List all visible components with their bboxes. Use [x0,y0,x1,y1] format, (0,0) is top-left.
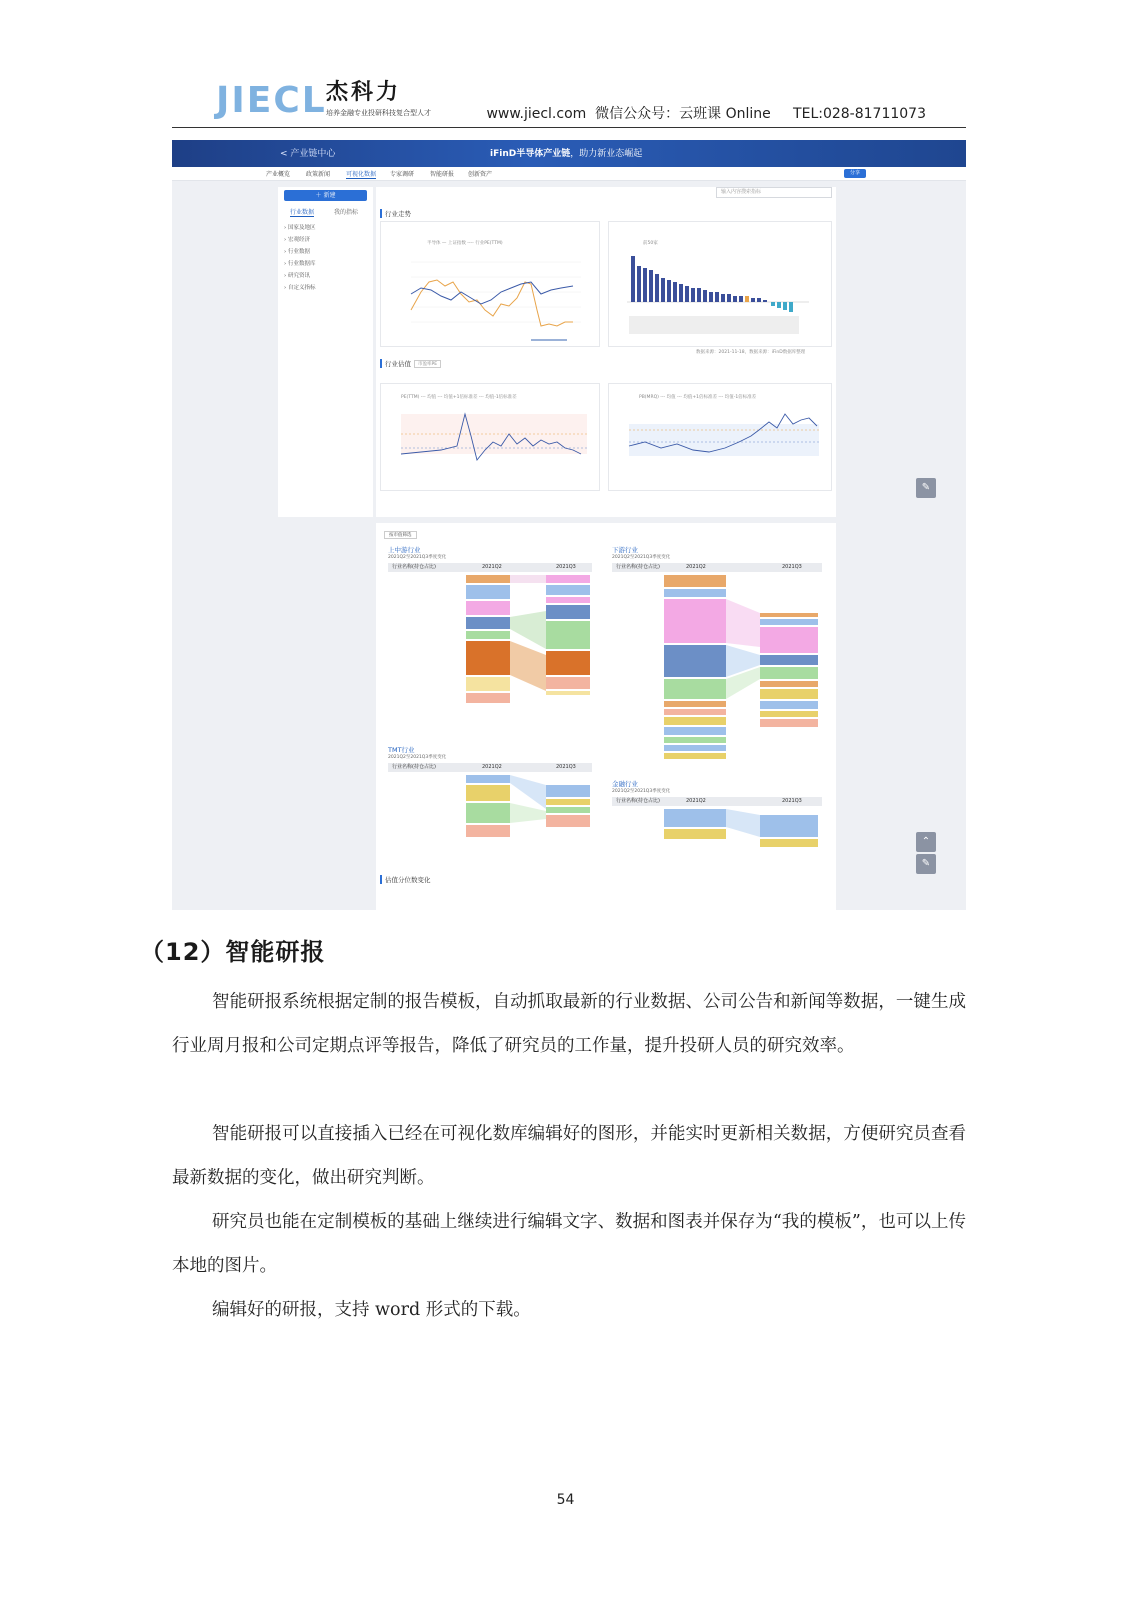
finance-sankey [612,809,822,859]
nav-tab-active[interactable]: 可视化数据 [346,171,377,178]
chart-source-note: 数据来源：2021-11-18，数据来源：iFinD数据库整理 [696,350,806,355]
header-contact: www.jiecl.com 微信公众号：云班课 Online TEL:028-81711073 [486,106,926,122]
pe-valuation-chart [380,383,600,491]
market-cap-select[interactable]: 按市值筛选 [384,531,417,539]
pb-legend: PB(MRQ) --- 均值 --- 均值+1倍标准差 --- 均值-1倍标准差 [639,395,757,400]
sidebar-item[interactable]: › 行业数据库 [284,261,316,267]
column-q2: 2021Q2 [686,564,706,570]
nav-tab[interactable]: 政策新闻 [306,171,331,178]
sidebar-item[interactable]: › 自定义指标 [284,285,316,291]
paragraph-text: 智能研报系统根据定制的报告模板，自动抓取最新的行业数据、公司公告和新闻等数据，一键生成行业周月报和公司定期点评等报告，降低了研究员的工作量，提升投研人员的研究效率。 [172,992,966,1056]
flow-downstream-header [612,563,822,572]
flow-downstream-period: 2021Q2至2021Q3季度变化 [612,555,671,560]
new-button[interactable]: ＋ 新建 [284,190,367,201]
paragraph-text: 编辑好的研报，支持 word 形式的下载。 [212,1300,531,1320]
paragraph [172,1288,966,1332]
indicator-search-input[interactable]: 输入内容搜索指标 [716,187,832,198]
section-valuation: 行业估值 [380,359,411,368]
sidebar-tab-active[interactable]: 行业数据 [290,209,315,216]
logo-mark: JIECL [216,80,327,121]
column-q3: 2021Q3 [782,798,802,804]
edit-icon[interactable]: ✎ [916,854,936,874]
pe-legend: PE(TTM) --- 均值 --- 均值+1倍标准差 --- 均值-1倍标准差 [401,395,517,400]
chart-legend: 半导体 — 上证指数 ---- 行业PE(TTM) [427,241,503,246]
logo-slogan: 培养金融专业投研科技复合型人才 [326,109,431,117]
column-q2: 2021Q2 [686,798,706,804]
tmt-sankey [388,775,592,845]
paragraph [172,1200,966,1288]
sidebar-item[interactable]: › 宏观经济 [284,237,310,243]
nav-tab[interactable]: 专家调研 [390,171,415,178]
sidebar-item[interactable]: › 研究资讯 [284,273,310,279]
flow-upstream-title: 上中游行业 [388,546,421,554]
flow-finance-period: 2021Q2至2021Q3季度变化 [612,789,671,794]
pe-line-svg [381,384,601,492]
sidebar-item[interactable]: › 国家及地区 [284,225,316,231]
section-heading: （12）智能研报 [140,938,326,966]
column-q2: 2021Q2 [482,564,502,570]
column-q2: 2021Q2 [482,764,502,770]
upstream-sankey [388,575,592,745]
holding-flow-panel [376,523,836,910]
flow-upstream-header [388,563,592,572]
nav-tab[interactable]: 创新资产 [468,171,493,178]
paragraph [172,1112,966,1200]
logo-chinese-name: 杰科力 [326,80,402,105]
app-screenshot [172,140,966,910]
page-number: 54 [556,1492,575,1508]
banner-title [490,146,642,159]
column-name: 行业名称(持仓占比) [616,564,660,570]
company-logo [216,80,431,124]
column-q3: 2021Q3 [782,564,802,570]
column-name: 行业名称(持仓占比) [392,564,436,570]
sidebar-item[interactable]: › 行业数据 [284,249,310,255]
app-sidebar [278,187,373,517]
banner-title-bold: iFinD半导体产业链 [490,149,571,159]
column-name: 行业名称(持仓占比) [616,798,660,804]
scroll-top-icon[interactable]: ⌃ [916,832,936,852]
banner-title-rest: ，助力新业态崛起 [570,149,643,159]
page-header [172,78,966,128]
downstream-sankey [612,575,822,775]
nav-tab[interactable]: 智能研报 [430,171,455,178]
column-q3: 2021Q3 [556,764,576,770]
flow-finance-header [612,797,822,806]
edit-icon[interactable]: ✎ [916,478,936,498]
section-quantile-change: 估值分位数变化 [380,875,431,884]
flow-downstream-title: 下游行业 [612,546,638,554]
app-banner [172,140,966,167]
nav-tab[interactable]: 产业概览 [266,171,291,178]
section-industry-trend: 行业走势 [380,209,411,218]
sidebar-tab[interactable]: 我的指标 [334,209,359,216]
valuation-select[interactable]: 市盈率PE [414,360,441,368]
flow-tmt-title: TMT行业 [388,746,415,754]
back-link[interactable]: < 产业链中心 [280,149,336,159]
paragraph-text: 智能研报可以直接插入已经在可视化数库编辑好的图形，并能实时更新相关数据，方便研究员查看最新数据的变化，做出研究判断。 [172,1124,966,1188]
ranking-bar-chart [608,221,832,347]
paragraph-text: 研究员也能在定制模板的基础上继续进行编辑文字、数据和图表并保存为“我的模板”，也可以上传本地的图片。 [172,1212,966,1276]
flow-finance-title: 金融行业 [612,780,638,788]
app-nav [172,167,966,181]
column-q3: 2021Q3 [556,564,576,570]
flow-tmt-header [388,763,592,772]
pb-line-svg [609,384,833,492]
pb-valuation-chart [608,383,832,491]
share-button[interactable]: 分享 [844,169,866,178]
industry-trend-chart [380,221,600,347]
ranking-select[interactable]: 前50家 [643,241,658,246]
charts-panel [376,187,836,517]
paragraph [172,980,966,1068]
flow-tmt-period: 2021Q2至2021Q3季度变化 [388,755,447,760]
flow-upstream-period: 2021Q2至2021Q3季度变化 [388,555,447,560]
column-name: 行业名称(持仓占比) [392,764,436,770]
